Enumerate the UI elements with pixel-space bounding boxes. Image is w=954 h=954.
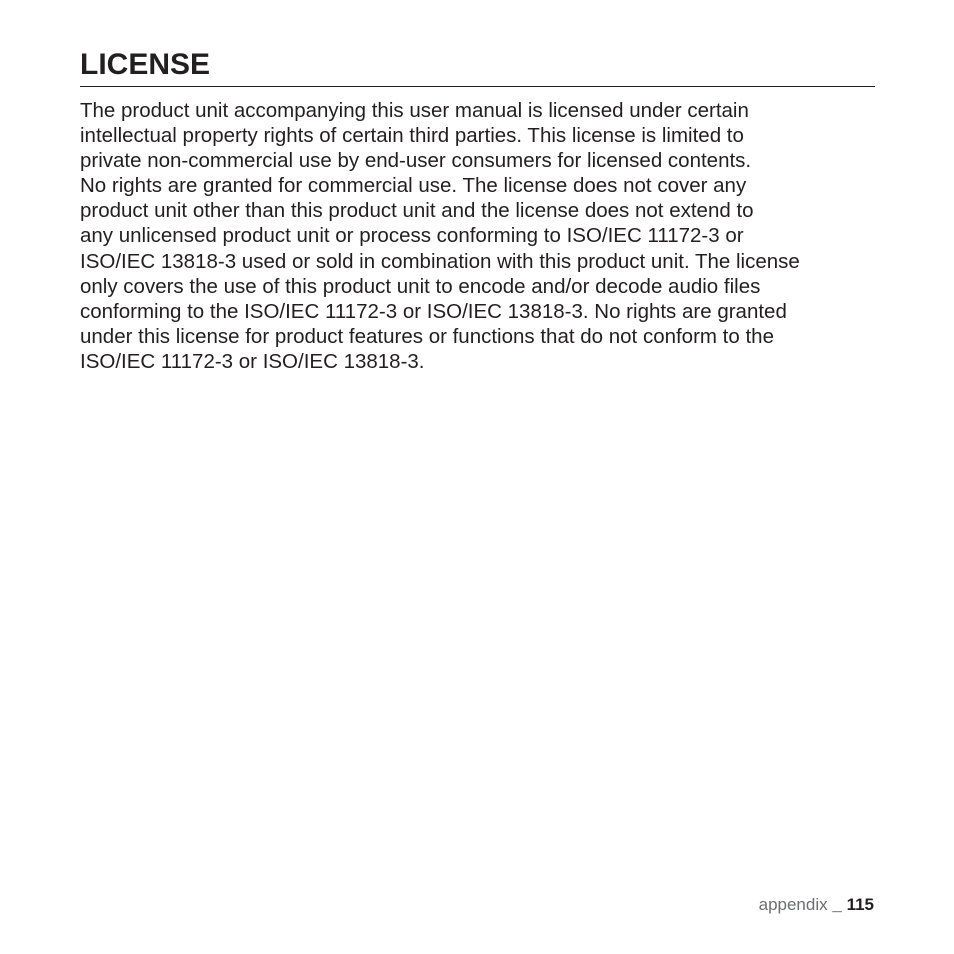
paragraph-line: any unlicensed product unit or process conforming to ISO/IEC 11172-3 or — [80, 224, 744, 248]
paragraph-line: under this license for product features or functions that do not conform to the — [80, 324, 774, 348]
paragraph-line: The product unit accompanying this user manual is licensed under certain — [80, 99, 749, 122]
paragraph-line: No rights are granted for commercial use. The license does not cover any — [80, 174, 747, 198]
paragraph-line: intellectual property rights of certain third parties. This license is limited to — [80, 124, 744, 148]
page-footer — [759, 894, 874, 916]
paragraph-line: only covers the use of this product unit to encode and/or decode audio files — [80, 274, 761, 298]
title-underline-divider — [80, 86, 875, 87]
paragraph-line: ISO/IEC 13818-3 used or sold in combination with this product unit. The license — [80, 249, 800, 273]
paragraph-line: ISO/IEC 11172-3 or ISO/IEC 13818-3. — [80, 349, 425, 373]
page-title: LICENSE — [80, 48, 211, 81]
footer-section-label: appendix — [758, 895, 828, 914]
paragraph-line: conforming to the ISO/IEC 11172-3 or ISO/IEC 13818-3. No rights are granted — [80, 299, 787, 323]
footer-separator: _ — [832, 895, 842, 914]
paragraph-line: product unit other than this product unit and the license does not extend to — [80, 199, 754, 223]
page-number: 115 — [846, 895, 874, 914]
paragraph-line: private non-commercial use by end-user consumers for licensed contents. — [80, 149, 752, 173]
license-paragraph — [80, 98, 880, 374]
